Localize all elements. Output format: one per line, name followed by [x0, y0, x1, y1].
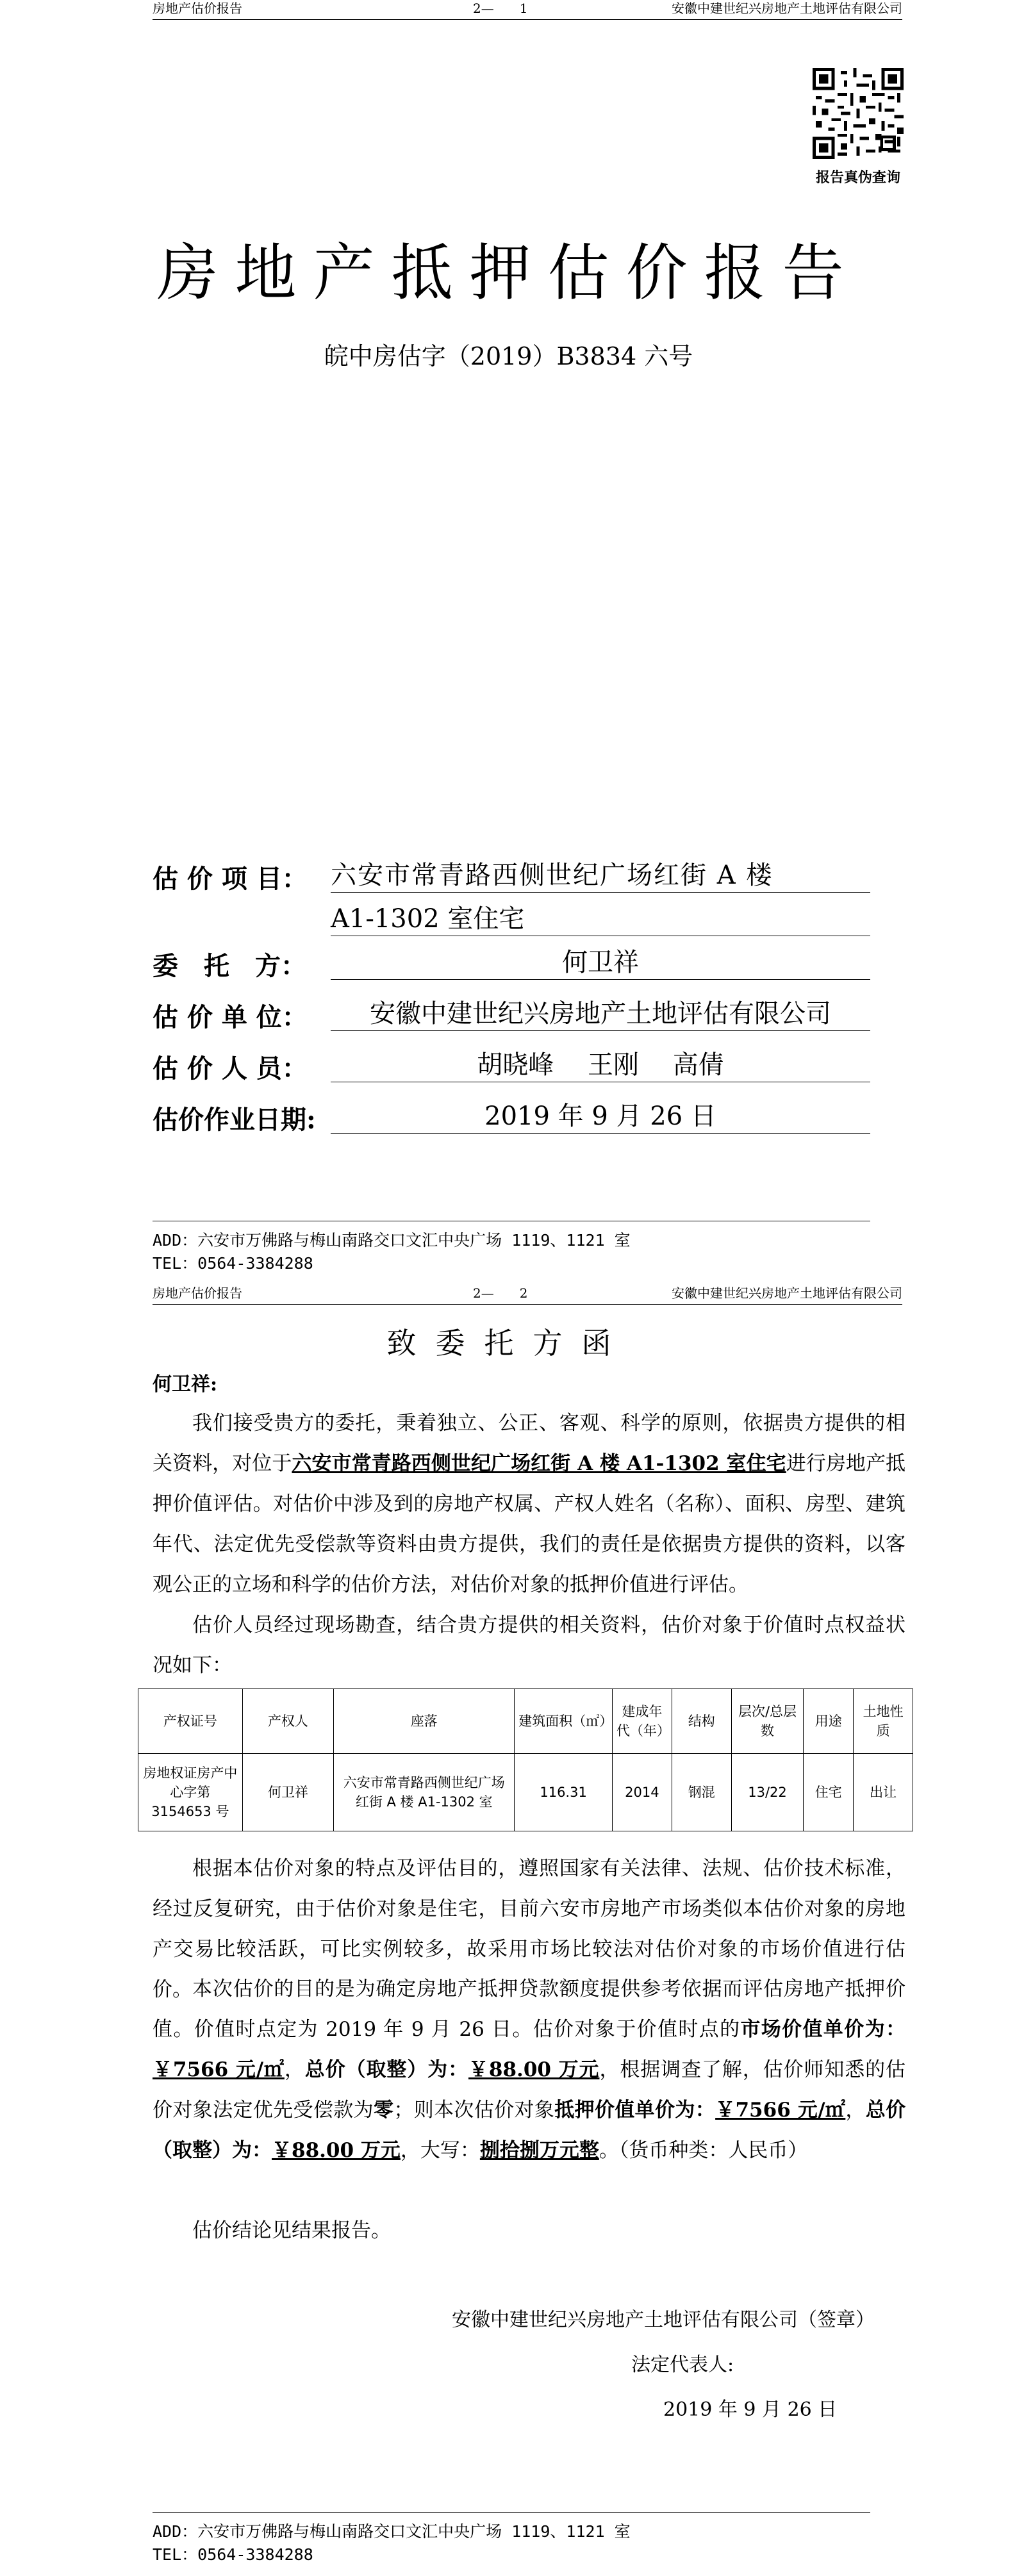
td-floors: 13/22 — [731, 1754, 804, 1831]
td-location: 六安市常青路西侧世纪广场红街 A 楼 A1-1302 室 — [334, 1754, 515, 1831]
letter-page — [0, 1285, 1017, 2576]
date-label: 估价作业日期: — [153, 1105, 316, 1135]
project-label: 估 价 项 目： — [153, 864, 308, 894]
table-header-row — [138, 1689, 913, 1754]
th-land-type: 土地性质 — [854, 1689, 913, 1754]
p1-text-b: 进行房地产抵押价值评估。对估价中涉及到的房地产权属、产权人姓名（名称）、面积、房型、建筑年代、法定优先受偿款等资料由贵方提供，我们的责任是依据贵方提供的资料，以客观公正的立场和科学的估价方法，对估价对象的抵押价值进行评估。 — [153, 1452, 906, 1596]
unit-value: 安徽中建世纪兴房地产土地评估有限公司 — [331, 997, 870, 1031]
header-company: 安徽中建世纪兴房地产土地评估有限公司 — [672, 1, 902, 16]
unit-label: 估 价 单 位： — [153, 1002, 308, 1032]
paragraph-1 — [153, 1403, 905, 1605]
header-page-number: 2— 1 — [473, 1, 528, 16]
signature-representative: 法定代表人: — [631, 2354, 734, 2376]
appraiser-label: 估 价 人 员： — [153, 1053, 308, 1084]
date-value: 2019 年 9 月 26 日 — [331, 1100, 870, 1134]
p2-text: 估价人员经过现场勘查，结合贵方提供的相关资料，估价对象于价值时点权益状况如下： — [153, 1614, 905, 1677]
page-header — [153, 0, 902, 20]
p4-market-unit-label: 市场价值单价为： — [740, 2018, 905, 2041]
p4-market-unit-price: ￥7566 元/㎡ — [153, 2058, 285, 2081]
p4-t7: 。（货币种类：人民币） — [599, 2139, 808, 2162]
page-footer — [153, 1221, 870, 1275]
header-left: 房地产估价报告 — [153, 1, 242, 16]
cover-page — [0, 0, 1017, 1285]
p4-amount-in-words: 捌拾捌万元整 — [479, 2139, 599, 2162]
td-structure: 钢混 — [672, 1754, 731, 1831]
appraiser-value: 胡晓峰 王刚 高倩 — [331, 1048, 870, 1082]
p4-t5: ， — [845, 2099, 866, 2122]
th-area: 建筑面积（㎡） — [515, 1689, 613, 1754]
th-floors: 层次/总层数 — [731, 1689, 804, 1754]
property-table — [138, 1688, 913, 1831]
qr-code-icon[interactable] — [813, 68, 904, 159]
td-cert-no: 房地权证房产中心字第 3154653 号 — [138, 1754, 243, 1831]
th-owner: 产权人 — [242, 1689, 334, 1754]
p4-t6: ，大写： — [400, 2139, 480, 2162]
footer-phone: TEL：0564-3384288 — [153, 2545, 313, 2564]
letter-title: 致委托方函 — [386, 1326, 631, 1360]
p3-text: 根据本估价对象的特点及评估目的，遵照国家有关法律、法规、估价技术标准，经过反复研究，由于估价对象是住宅，目前六安市房地产市场类似本估价对象的房地产交易比较活跃，可比实例较多，故采用市场比较法对估价对象的市场价值进行估价。 — [153, 1857, 905, 2001]
footer-rule — [153, 2512, 870, 2513]
p4-mortgage-total: ￥88.00 万元 — [272, 2139, 401, 2162]
th-location: 座落 — [334, 1689, 515, 1754]
report-title: 房地产抵押估价报告 — [156, 237, 861, 309]
p4-market-total: ￥88.00 万元 — [468, 2058, 600, 2081]
project-value-line1: 六安市常青路西侧世纪广场红街 A 楼 — [331, 859, 870, 893]
page-footer — [153, 2512, 870, 2566]
greeting: 何卫祥: — [153, 1373, 218, 1396]
header-page-number: 2— 2 — [473, 1285, 528, 1301]
project-value-line2: A1-1302 室住宅 — [331, 902, 870, 936]
footer-phone: TEL：0564-3384288 — [153, 1254, 313, 1273]
footer-address: ADD：六安市万佛路与梅山南路交口文汇中央广场 1119、1121 室 — [153, 1231, 631, 1250]
paragraph-2 — [153, 1605, 905, 1686]
td-owner: 何卫祥 — [242, 1754, 334, 1831]
p5-text: 估价结论见结果报告。 — [192, 2219, 391, 2242]
header-company: 安徽中建世纪兴房地产土地评估有限公司 — [672, 1285, 902, 1301]
p1-text-a: 我们接受贵方的委托，秉着独立、公正、客观、科学的原则，依据贵方提供的相关资料，对位于 — [153, 1412, 905, 1475]
signature-date: 2019 年 9 月 26 日 — [663, 2398, 838, 2421]
paragraph-5 — [153, 2211, 905, 2251]
p4-mortgage-total-label: 总价（取整）为： — [153, 2099, 906, 2162]
client-label: 委 托 方： — [153, 951, 306, 981]
p4-market-total-label: 总价（取整）为： — [304, 2058, 468, 2081]
p4-t3: ，根据调查了解，估价师知悉的估价对象法定优先受偿款为 — [153, 2058, 906, 2122]
td-land-type: 出让 — [854, 1754, 913, 1831]
td-use: 住宅 — [804, 1754, 854, 1831]
th-use: 用途 — [804, 1689, 854, 1754]
footer-address: ADD：六安市万佛路与梅山南路交口文汇中央广场 1119、1121 室 — [153, 2522, 631, 2541]
table-row — [138, 1754, 913, 1831]
qr-caption: 报告真伪查询 — [815, 169, 900, 186]
signature-company: 安徽中建世纪兴房地产土地评估有限公司（签章） — [452, 2309, 875, 2331]
p4-mortgage-unit-label: 抵押价值单价为： — [554, 2099, 716, 2122]
p4-t4: ；则本次估价对象 — [393, 2099, 555, 2122]
th-structure: 结构 — [672, 1689, 731, 1754]
page-header — [153, 1285, 902, 1305]
p4-mortgage-unit-price: ￥7566 元/㎡ — [715, 2099, 846, 2122]
th-year: 建成年代（年） — [612, 1689, 672, 1754]
th-cert-no: 产权证号 — [138, 1689, 243, 1754]
p1-property-address: 六安市常青路西侧世纪广场红街 A 楼 A1-1302 室住宅 — [292, 1452, 786, 1475]
paragraph-4 — [153, 1969, 905, 2171]
p4-t2: ， — [284, 2058, 305, 2081]
p4-t1: 本次估价的目的是为确定房地产抵押贷款额度提供参考依据而评估房地产抵押价值。价值时点定为 2019 年 9 月 26 日。估价对象于价值时点的 — [153, 1977, 905, 2041]
td-year: 2014 — [612, 1754, 672, 1831]
header-left: 房地产估价报告 — [153, 1285, 242, 1301]
td-area: 116.31 — [515, 1754, 613, 1831]
client-value: 何卫祥 — [331, 946, 870, 980]
document-number: 皖中房估字（2019）B3834 六号 — [324, 342, 693, 370]
p4-priority-amount: 零 — [373, 2099, 394, 2122]
